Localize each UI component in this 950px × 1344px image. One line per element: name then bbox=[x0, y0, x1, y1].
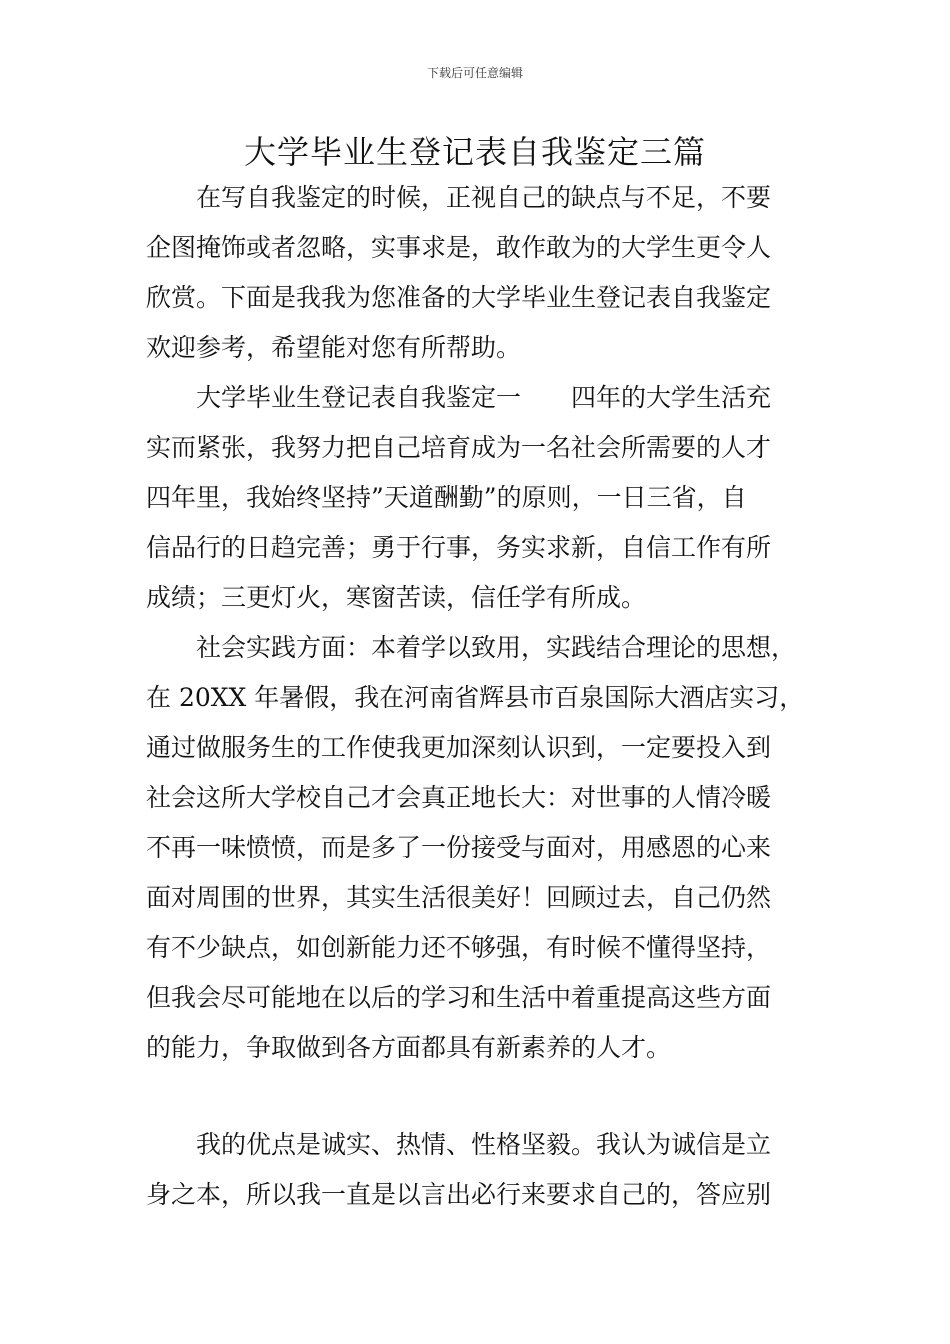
body-line: 四年里，我始终坚持”天道酬勤”的原则，一日三省，自 bbox=[146, 483, 747, 512]
body-line: 不再一味愤愤，而是多了一份接受与面对，用感恩的心来 bbox=[146, 833, 772, 862]
body-line: 社会实践方面：本着学以致用，实践结合理论的思想， bbox=[146, 633, 797, 662]
body-line: 在写自我鉴定的时候，正视自己的缺点与不足，不要 bbox=[146, 183, 772, 212]
body-line: 的能力，争取做到各方面都具有新素养的人才。 bbox=[146, 1033, 672, 1062]
body-line: 身之本，所以我一直是以言出必行来要求自己的，答应别 bbox=[146, 1180, 772, 1209]
body-line: 但我会尽可能地在以后的学习和生活中着重提高这些方面 bbox=[146, 983, 772, 1012]
body-line: 我的优点是诚实、热情、性格坚毅。我认为诚信是立 bbox=[146, 1130, 772, 1159]
body-line: 有不少缺点，如创新能力还不够强，有时候不懂得坚持， bbox=[146, 933, 772, 962]
body-line: 欢迎参考，希望能对您有所帮助。 bbox=[146, 333, 522, 362]
body-line: 通过做服务生的工作使我更加深刻认识到，一定要投入到 bbox=[146, 733, 772, 762]
body-line: 信品行的日趋完善；勇于行事，务实求新，自信工作有所 bbox=[146, 533, 772, 562]
body-line: 面对周围的世界，其实生活很美好！回顾过去，自己仍然 bbox=[146, 883, 772, 912]
body-line: 成绩；三更灯火，寒窗苦读，信任学有所成。 bbox=[146, 583, 647, 612]
body-line: 在 20XX 年暑假，我在河南省辉县市百泉国际大酒店实习， bbox=[146, 683, 805, 712]
body-line: 社会这所大学校自己才会真正地长大：对世事的人情冷暖 bbox=[146, 783, 772, 812]
body-line: 实而紧张，我努力把自己培育成为一名社会所需要的人才 bbox=[146, 433, 772, 462]
header-note: 下载后可任意编辑 bbox=[426, 66, 523, 80]
document-title: 大学毕业生登记表自我鉴定三篇 bbox=[243, 133, 706, 171]
body-line: 欣赏。下面是我我为您准备的大学毕业生登记表自我鉴定 bbox=[146, 283, 772, 312]
body-line: 大学毕业生登记表自我鉴定一 四年的大学生活充 bbox=[146, 383, 772, 412]
body-line: 企图掩饰或者忽略，实事求是，敢作敢为的大学生更令人 bbox=[146, 233, 772, 262]
